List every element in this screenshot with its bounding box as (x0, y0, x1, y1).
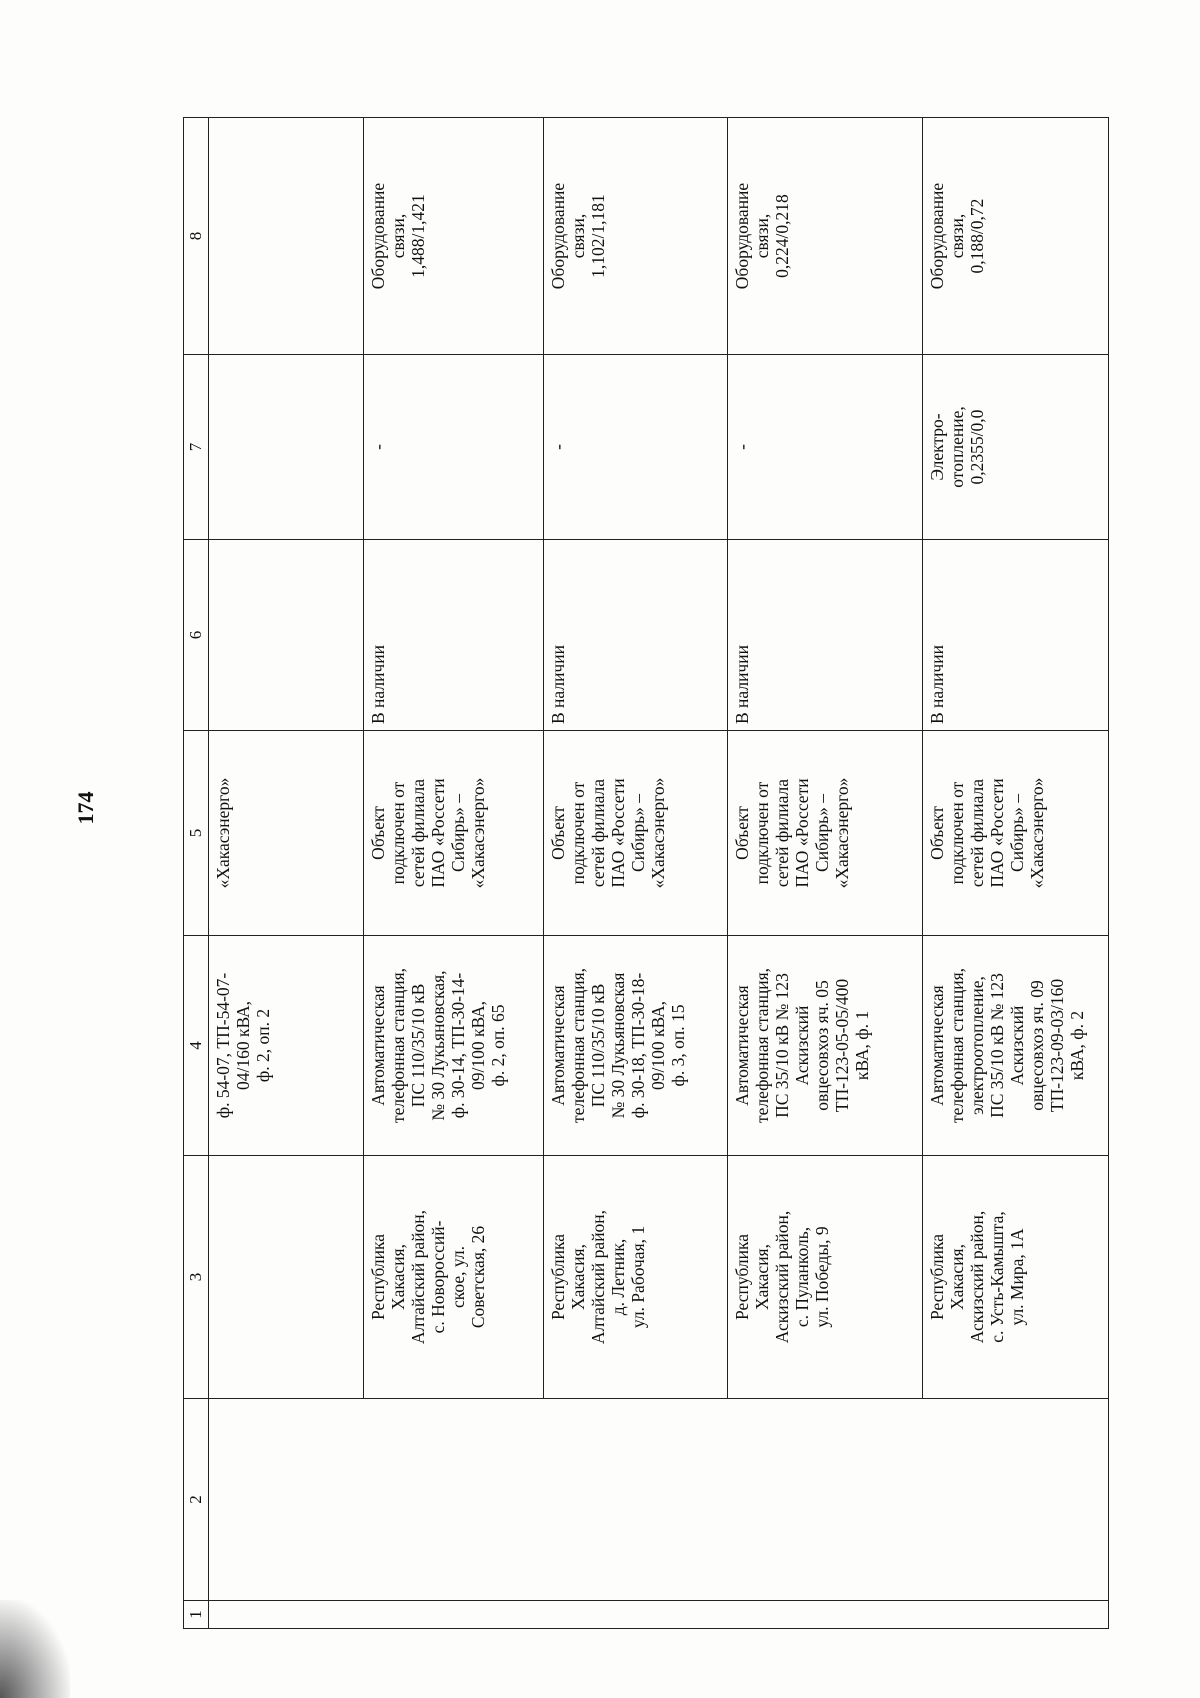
cell-line: телефонная станция, (947, 967, 967, 1124)
cell-line: ТП-123-09-03/160 (1047, 978, 1067, 1113)
object-cell (544, 936, 728, 1156)
cell-line: ПАО «Россети (792, 778, 812, 888)
col2-cell (209, 1399, 1109, 1601)
cell-line: Алтайский район, (588, 1209, 608, 1345)
cell-line: ПАО «Россети (608, 778, 628, 888)
connection-cell (364, 731, 544, 936)
rotated-table-wrapper (183, 63, 1109, 1629)
cell-line: с. Усть-Камышта, (987, 1211, 1007, 1343)
col1-cell (209, 1601, 1109, 1629)
connection-cell (923, 731, 1109, 936)
object-cell (923, 936, 1109, 1156)
address-cell (728, 1156, 923, 1399)
cell-line: подключен от (388, 781, 408, 885)
cell-line: Оборудование (548, 182, 568, 290)
cell-line: 0,2355/0,0 (967, 409, 987, 485)
cell-line: электроотопление, (967, 976, 987, 1115)
cell-line: Хакасия, (947, 1244, 967, 1310)
cell-line: кВА, ф. 2 (1067, 1010, 1087, 1081)
cell-line: Автоматическая (368, 985, 388, 1106)
cell-line: ф. 30-14, ТП-30-14- (448, 972, 468, 1119)
cell-line: «Хакасэнерго» (468, 777, 488, 889)
heating-cell: - (544, 355, 728, 540)
cell-line: ул. Мира, 1А (1007, 1228, 1027, 1326)
equipment-cell (544, 118, 728, 355)
object-cell (209, 936, 364, 1156)
cell-line: 1,488/1,421 (408, 194, 428, 278)
cell-line: телефонная станция, (752, 967, 772, 1124)
connection-cell (209, 731, 364, 936)
cell-line: «Хакасэнерго» (213, 777, 233, 889)
heating-cell: - (728, 355, 923, 540)
cell-line: Республика (368, 1234, 388, 1320)
cell-line: Хакасия, (752, 1244, 772, 1310)
address-cell (364, 1156, 544, 1399)
cell-line: ское, ул. (448, 1246, 468, 1308)
cell-line: Объект (548, 806, 568, 860)
cell-line: подключен от (752, 781, 772, 885)
cell-line: Объект (732, 806, 752, 860)
cell-line: телефонная станция, (568, 967, 588, 1124)
cell-line: «Хакасэнерго» (648, 777, 668, 889)
cell-line: кВА, ф. 1 (852, 1010, 872, 1081)
scan-shadow (0, 1600, 70, 1698)
connection-cell (544, 731, 728, 936)
cell-line: Автоматическая (548, 985, 568, 1106)
header-cell: 6 (184, 540, 209, 731)
cell-line: Аскизский (1007, 1005, 1027, 1086)
cell-line: Автоматическая (927, 985, 947, 1106)
cell-line: ф. 30-18, ТП-30-18- (628, 972, 648, 1119)
cell-line: сетей филиала (772, 778, 792, 888)
cell-line: «Хакасэнерго» (1027, 777, 1047, 889)
cell-line: подключен от (947, 781, 967, 885)
header-cell: 8 (184, 118, 209, 355)
cell-line: Сибирь» – (628, 794, 648, 872)
cell-line: Советская, 26 (468, 1225, 488, 1329)
cell-line: Сибирь» – (1007, 794, 1027, 872)
status-cell (209, 540, 364, 731)
cell-line: связи, (947, 213, 967, 259)
page-number: 174 (73, 791, 98, 825)
heating-cell: - (364, 355, 544, 540)
object-cell (364, 936, 544, 1156)
cell-line: Объект (368, 806, 388, 860)
cell-line: Оборудование (732, 182, 752, 290)
cell-line: ПС 35/10 кВ № 123 (987, 973, 1007, 1118)
cell-line: Республика (732, 1234, 752, 1320)
cell-line: ф. 2, оп. 2 (253, 1008, 273, 1083)
equipment-cell (923, 118, 1109, 355)
cell-line: 0,188/0,72 (967, 198, 987, 274)
cell-line: «Хакасэнерго» (832, 777, 852, 889)
equipment-cell (728, 118, 923, 355)
cell-line: связи, (388, 213, 408, 259)
status-cell: В наличии (544, 540, 728, 731)
header-cell: 1 (184, 1601, 209, 1629)
cell-line: ПС 110/35/10 кВ (588, 983, 608, 1108)
cell-line: ПС 35/10 кВ № 123 (772, 973, 792, 1118)
header-cell: 3 (184, 1156, 209, 1399)
cell-line: Алтайский район, (408, 1209, 428, 1345)
cell-line: связи, (568, 213, 588, 259)
header-row (184, 118, 209, 1629)
cell-line: 09/100 кВА, (468, 1000, 488, 1091)
cell-line: Аскизский район, (772, 1210, 792, 1344)
status-cell: В наличии (923, 540, 1109, 731)
cell-line: Аскизский район, (967, 1210, 987, 1344)
cell-line: Республика (927, 1234, 947, 1320)
cell-line: ТП-123-05-05/400 (832, 978, 852, 1113)
cell-line: связи, (752, 213, 772, 259)
header-cell: 7 (184, 355, 209, 540)
cell-line: ПАО «Россети (987, 778, 1007, 888)
cell-line: Республика (548, 1234, 568, 1320)
cell-line: ПС 110/35/10 кВ (408, 983, 428, 1108)
cell-line: ф. 54-07, ТП-54-07- (213, 972, 233, 1119)
cell-line: с. Пуланколь, (792, 1226, 812, 1328)
cell-line: Оборудование (368, 182, 388, 290)
cell-line: подключен от (568, 781, 588, 885)
cell-line: сетей филиала (588, 778, 608, 888)
continuation-row (209, 118, 364, 1629)
cell-line: Объект (927, 806, 947, 860)
object-cell (728, 936, 923, 1156)
address-cell (544, 1156, 728, 1399)
cell-line: Сибирь» – (448, 794, 468, 872)
cell-line: сетей филиала (967, 778, 987, 888)
header-cell: 5 (184, 731, 209, 936)
equipment-cell (209, 118, 364, 355)
cell-line: Аскизский (792, 1005, 812, 1086)
cell-line: с. Новороссий- (428, 1220, 448, 1334)
heating-cell (923, 355, 1109, 540)
heating-cell (209, 355, 364, 540)
cell-line: Хакасия, (388, 1244, 408, 1310)
cell-line: Хакасия, (568, 1244, 588, 1310)
cell-line: овцесовхоз яч. 09 (1027, 980, 1047, 1111)
header-cell: 2 (184, 1399, 209, 1601)
status-cell: В наличии (728, 540, 923, 731)
cell-line: Сибирь» – (812, 794, 832, 872)
cell-line: ул. Победы, 9 (812, 1226, 832, 1328)
header-cell: 4 (184, 936, 209, 1156)
cell-line: 04/160 кВА, (233, 1000, 253, 1091)
cell-line: овцесовхоз яч. 05 (812, 980, 832, 1111)
cell-line: д. Летник, (608, 1238, 628, 1316)
data-table (183, 117, 1109, 1629)
cell-line: ф. 2, оп. 65 (488, 1004, 508, 1087)
cell-line: 0,224/0,218 (772, 194, 792, 278)
cell-line: ф. 3, оп. 15 (668, 1004, 688, 1087)
cell-line: № 30 Лукьяновская, (428, 970, 448, 1121)
equipment-cell (364, 118, 544, 355)
cell-line: отопление, (947, 406, 967, 488)
connection-cell (728, 731, 923, 936)
cell-line: Электро- (927, 413, 947, 481)
address-cell (209, 1156, 364, 1399)
cell-line: сетей филиала (408, 778, 428, 888)
status-cell: В наличии (364, 540, 544, 731)
cell-line: 1,102/1,181 (588, 194, 608, 278)
cell-line: ул. Рабочая, 1 (628, 1225, 648, 1329)
cell-line: № 30 Лукьяновская (608, 972, 628, 1119)
address-cell (923, 1156, 1109, 1399)
cell-line: телефонная станция, (388, 967, 408, 1124)
cell-line: Автоматическая (732, 985, 752, 1106)
cell-line: ПАО «Россети (428, 778, 448, 888)
cell-line: Оборудование (927, 182, 947, 290)
cell-line: 09/100 кВА, (648, 1000, 668, 1091)
